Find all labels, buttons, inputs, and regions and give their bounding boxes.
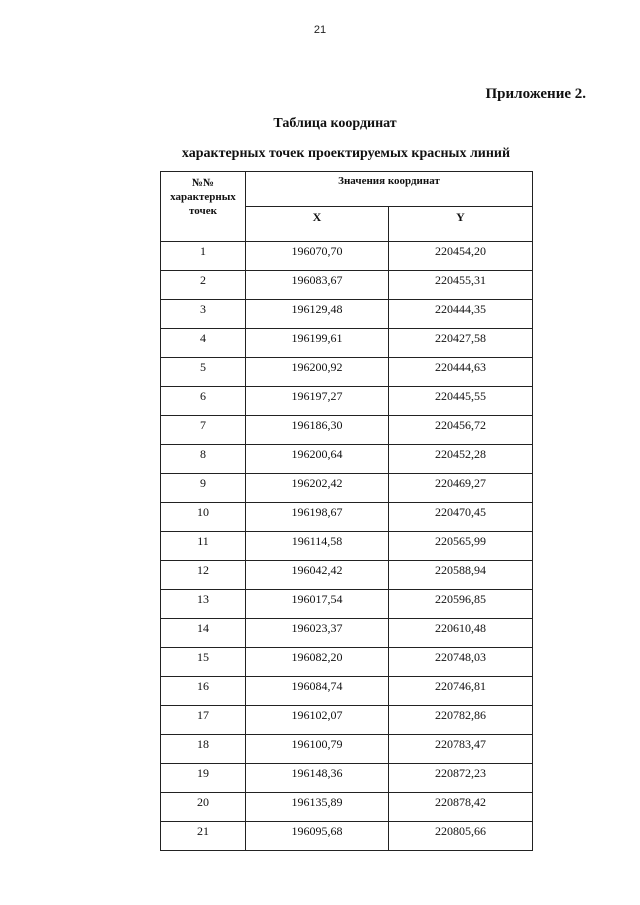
- cell-point-number: 6: [161, 387, 246, 416]
- cell-point-number: 21: [161, 822, 246, 851]
- cell-x: 196070,70: [246, 242, 389, 271]
- table-row: [161, 387, 533, 416]
- cell-x: 196198,67: [246, 503, 389, 532]
- cell-y: 220783,47: [389, 735, 533, 764]
- cell-x: 196135,89: [246, 793, 389, 822]
- cell-y: 220596,85: [389, 590, 533, 619]
- cell-y: 220427,58: [389, 329, 533, 358]
- cell-y: 220469,27: [389, 474, 533, 503]
- cell-point-number: 20: [161, 793, 246, 822]
- cell-y: 220445,55: [389, 387, 533, 416]
- cell-point-number: 1: [161, 242, 246, 271]
- cell-y: 220470,45: [389, 503, 533, 532]
- table-row: [161, 474, 533, 503]
- table-body: [161, 242, 533, 851]
- header-y: Y: [389, 207, 533, 242]
- cell-point-number: 14: [161, 619, 246, 648]
- cell-x: 196042,42: [246, 561, 389, 590]
- table-row: [161, 532, 533, 561]
- cell-point-number: 4: [161, 329, 246, 358]
- cell-x: 196129,48: [246, 300, 389, 329]
- cell-point-number: 16: [161, 677, 246, 706]
- cell-point-number: 9: [161, 474, 246, 503]
- cell-x: 196082,20: [246, 648, 389, 677]
- cell-point-number: 7: [161, 416, 246, 445]
- cell-y: 220782,86: [389, 706, 533, 735]
- table-row: [161, 706, 533, 735]
- table-row: [161, 329, 533, 358]
- cell-y: 220746,81: [389, 677, 533, 706]
- cell-x: 196199,61: [246, 329, 389, 358]
- header-number-line: характерных: [170, 191, 236, 203]
- table-row: [161, 561, 533, 590]
- cell-x: 196200,92: [246, 358, 389, 387]
- cell-x: 196017,54: [246, 590, 389, 619]
- cell-point-number: 11: [161, 532, 246, 561]
- table-subtitle: характерных точек проектируемых красных линий: [181, 146, 511, 161]
- cell-x: 196102,07: [246, 706, 389, 735]
- cell-x: 196083,67: [246, 271, 389, 300]
- cell-x: 196200,64: [246, 445, 389, 474]
- table-row: [161, 764, 533, 793]
- cell-y: 220565,99: [389, 532, 533, 561]
- cell-x: 196202,42: [246, 474, 389, 503]
- cell-y: 220444,63: [389, 358, 533, 387]
- cell-y: 220805,66: [389, 822, 533, 851]
- cell-x: 196148,36: [246, 764, 389, 793]
- header-coordinate-values: Значения координат: [246, 172, 533, 207]
- cell-x: 196186,30: [246, 416, 389, 445]
- cell-y: 220454,20: [389, 242, 533, 271]
- header-x: X: [246, 207, 389, 242]
- table-row: [161, 648, 533, 677]
- cell-point-number: 15: [161, 648, 246, 677]
- cell-x: 196084,74: [246, 677, 389, 706]
- cell-x: 196114,58: [246, 532, 389, 561]
- cell-x: 196023,37: [246, 619, 389, 648]
- table-row: [161, 793, 533, 822]
- cell-point-number: 2: [161, 271, 246, 300]
- cell-point-number: 17: [161, 706, 246, 735]
- cell-y: 220872,23: [389, 764, 533, 793]
- table-row: [161, 358, 533, 387]
- table-row: [161, 735, 533, 764]
- cell-y: 220455,31: [389, 271, 533, 300]
- table-row: [161, 445, 533, 474]
- table-row: [161, 822, 533, 851]
- table-row: [161, 619, 533, 648]
- page-number: 21: [313, 24, 327, 36]
- cell-x: 196095,68: [246, 822, 389, 851]
- header-number-line: точек: [189, 205, 217, 217]
- appendix-label: Приложение 2.: [485, 86, 586, 102]
- cell-x: 196100,79: [246, 735, 389, 764]
- cell-y: 220452,28: [389, 445, 533, 474]
- table-row: [161, 271, 533, 300]
- header-number-line: №№: [191, 177, 215, 189]
- cell-y: 220444,35: [389, 300, 533, 329]
- table-row: [161, 416, 533, 445]
- cell-x: 196197,27: [246, 387, 389, 416]
- cell-y: 220748,03: [389, 648, 533, 677]
- table-title: Таблица координат: [273, 116, 397, 131]
- cell-point-number: 13: [161, 590, 246, 619]
- cell-y: 220588,94: [389, 561, 533, 590]
- cell-point-number: 18: [161, 735, 246, 764]
- cell-point-number: 10: [161, 503, 246, 532]
- header-point-number: [161, 172, 246, 242]
- table-row: [161, 300, 533, 329]
- cell-point-number: 3: [161, 300, 246, 329]
- table-row: [161, 503, 533, 532]
- coordinates-table: [160, 171, 533, 851]
- cell-y: 220878,42: [389, 793, 533, 822]
- table-row: [161, 677, 533, 706]
- cell-point-number: 12: [161, 561, 246, 590]
- cell-y: 220610,48: [389, 619, 533, 648]
- cell-y: 220456,72: [389, 416, 533, 445]
- cell-point-number: 8: [161, 445, 246, 474]
- cell-point-number: 5: [161, 358, 246, 387]
- table-row: [161, 590, 533, 619]
- table-row: [161, 242, 533, 271]
- cell-point-number: 19: [161, 764, 246, 793]
